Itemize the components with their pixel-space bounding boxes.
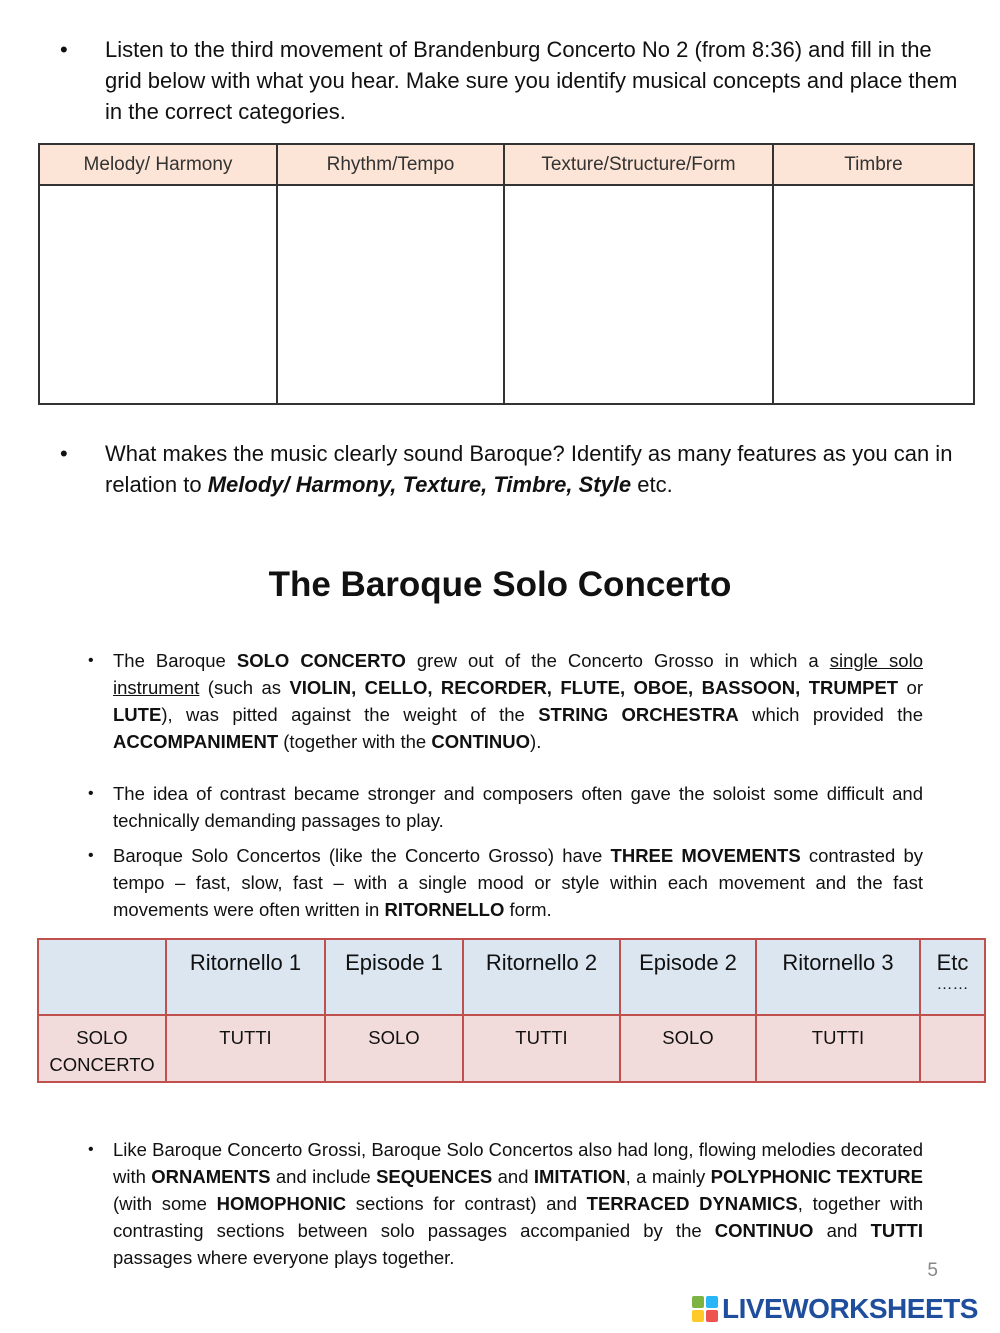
brand-name: LIVEWORKSHEETS — [722, 1293, 978, 1324]
bullet-dot: • — [88, 847, 94, 864]
bullet-dot: • — [88, 785, 94, 802]
grid-header-texture: Texture/Structure/Form — [504, 144, 773, 185]
grid-cell-melody[interactable] — [39, 185, 277, 404]
logo-square — [692, 1310, 704, 1322]
grid-cell-texture[interactable] — [504, 185, 773, 404]
page-number: 5 — [927, 1260, 938, 1281]
listening-grid — [38, 143, 975, 405]
bullet-dot: • — [60, 441, 68, 466]
instruction-listen-text: Listen to the third movement of Brandenburg Concerto No 2 (from 8:36) and fill in the grid below with what you hear. Make sure you identify musical concepts and place them in the correct categories. — [105, 37, 958, 124]
ritornello-cell — [920, 1015, 985, 1082]
ritornello-header-e1: Episode 1 — [325, 939, 463, 1015]
instruction-baroque-emphasis: Melody/ Harmony, Texture, Timbre, Style — [207, 472, 632, 497]
ritornello-header-blank — [38, 939, 166, 1015]
grid-cell-rhythm[interactable] — [277, 185, 504, 404]
paragraph-solo-concerto: • The Baroque SOLO CONCERTO grew out of the Concerto Grosso in which a single solo instrument (such as VIOLIN, CELLO, RECORDER, FLUTE, OBOE, BASSOON, TRUMPET or LUTE), was pitted against the weight of the STRING ORCHESTRA which provided the ACCOMPANIMENT (together with the CONTINUO). — [88, 647, 923, 755]
grid-cell-timbre[interactable] — [773, 185, 974, 404]
ritornello-header-e2: Episode 2 — [620, 939, 756, 1015]
logo-square — [692, 1296, 704, 1308]
bullet-dot: • — [88, 652, 94, 669]
logo-square — [706, 1310, 718, 1322]
grid-header-melody: Melody/ Harmony — [39, 144, 277, 185]
liveworksheets-logo[interactable] — [692, 1292, 978, 1326]
logo-grid-icon — [692, 1296, 718, 1322]
ritornello-cell: SOLO — [620, 1015, 756, 1082]
grid-header-rhythm: Rhythm/Tempo — [277, 144, 504, 185]
ritornello-cell: TUTTI — [463, 1015, 620, 1082]
ritornello-header-r1: Ritornello 1 — [166, 939, 325, 1015]
ritornello-table — [37, 938, 986, 1083]
paragraph-movements: • Baroque Solo Concertos (like the Concerto Grosso) have THREE MOVEMENTS contrasted by tempo – fast, slow, fast – with a single mood or style within each movement and the fast movements were often written in RITORNELLO form. — [88, 842, 923, 923]
paragraph-features: • Like Baroque Concerto Grossi, Baroque Solo Concertos also had long, flowing melodies decorated with ORNAMENTS and include SEQUENCES and IMITATION, a mainly POLYPHONIC TEXTURE (with some HOMOPHONIC sections for contrast) and TERRACED DYNAMICS, together with contrasting sections between solo passages accompanied by the CONTINUO and TUTTI passages where everyone plays together. — [88, 1136, 923, 1271]
ritornello-cell: SOLO — [325, 1015, 463, 1082]
bullet-dot: • — [88, 1141, 94, 1158]
bullet-dot: • — [60, 37, 68, 62]
ritornello-header-etc: Etc …… — [920, 939, 985, 1015]
instruction-listen — [60, 34, 960, 127]
logo-square — [706, 1296, 718, 1308]
paragraph-contrast: • The idea of contrast became stronger and composers often gave the soloist some difficult and technically demanding passages to play. — [88, 780, 923, 834]
ritornello-header-r3: Ritornello 3 — [756, 939, 920, 1015]
ritornello-cell: TUTTI — [756, 1015, 920, 1082]
instruction-baroque: • What makes the music clearly sound Baroque? Identify as many features as you can in relation to Melody/ Harmony, Texture, Timbre, Style etc. — [60, 438, 960, 500]
grid-header-timbre: Timbre — [773, 144, 974, 185]
ritornello-header-r2: Ritornello 2 — [463, 939, 620, 1015]
instruction-baroque-text: What makes the music clearly sound Baroque? Identify as many features as you can in relation to — [105, 441, 953, 497]
ritornello-row-label: SOLO CONCERTO — [38, 1015, 166, 1082]
section-title: The Baroque Solo Concerto — [268, 565, 732, 604]
ritornello-cell: TUTTI — [166, 1015, 325, 1082]
